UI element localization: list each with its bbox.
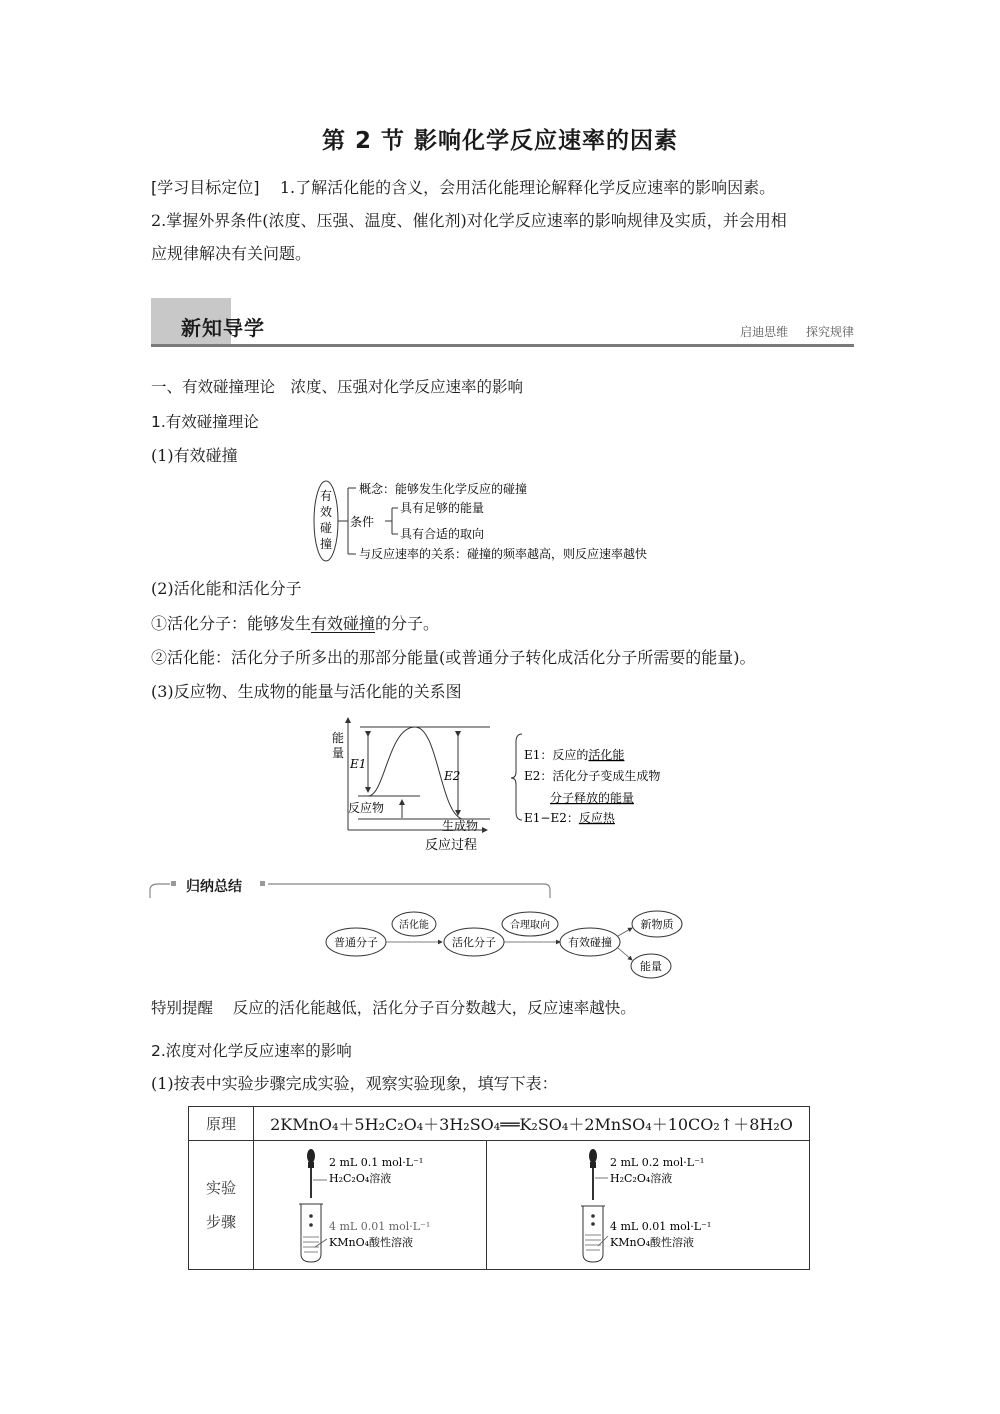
solution-lines	[303, 1237, 319, 1252]
flow-node: 活化分子	[452, 936, 496, 949]
objectives-line-1	[151, 178, 775, 198]
energy-diagram	[320, 712, 690, 857]
section-divider	[151, 344, 854, 347]
reagent-text: 4 mL 0.01 mol·L⁻¹	[329, 1220, 431, 1233]
note-answer: 活化能	[588, 748, 625, 762]
y-axis-label: 量	[332, 746, 345, 760]
experiment-right	[487, 1141, 810, 1270]
definition-text: 的分子。	[375, 614, 440, 633]
energy-note	[524, 747, 624, 762]
center-char: 有	[319, 489, 333, 503]
reagent-text: 2 mL 0.2 mol·L⁻¹	[610, 1156, 705, 1169]
table-cell-label: 原理	[189, 1107, 254, 1141]
heading-one: 一、有效碰撞理论 浓度、压强对化学反应速率的影响	[151, 378, 524, 396]
note-text: E1−E2：	[524, 811, 579, 825]
reminder-label: 特别提醒	[151, 999, 214, 1017]
definition-text: ①活化分子：能够发生	[151, 614, 312, 633]
table-row	[189, 1141, 810, 1270]
flow-node: 能量	[640, 960, 662, 973]
flow-label: 活化能	[399, 920, 429, 931]
droplet-icon	[591, 1222, 595, 1226]
flow-arrow	[618, 928, 632, 936]
condition-item: 具有合适的取向	[400, 527, 485, 541]
dropper-bulb-icon	[308, 1162, 314, 1168]
ribbon-square-icon	[171, 881, 176, 886]
section-title: 新知导学	[181, 316, 265, 340]
condition-label: 条件	[350, 515, 375, 529]
reactant-label: 反应物	[348, 801, 385, 815]
subheading-2-1: (1)按表中实验步骤完成实验，观察实验现象，填写下表：	[151, 1074, 558, 1093]
subheading-1-3: (3)反应物、生成物的能量与活化能的关系图	[151, 682, 462, 701]
energy-note: E2：活化分子变成生成物	[524, 769, 661, 783]
summary-flow-diagram	[320, 908, 690, 980]
dropper-tube-left	[255, 1142, 485, 1268]
condition-bracket	[385, 508, 398, 534]
page-title: 第 2 节 影响化学反应速率的因素	[321, 128, 679, 154]
label-line: 步骤	[205, 1213, 236, 1231]
note-text: E1：反应的	[524, 748, 589, 762]
ribbon-square-icon	[260, 881, 265, 886]
dropper-bulb-icon	[590, 1162, 596, 1168]
e1-label: E1	[350, 757, 367, 771]
reagent-text: 4 mL 0.01 mol·L⁻¹	[610, 1220, 712, 1233]
experiment-left	[254, 1141, 487, 1270]
reagent-text: H₂C₂O₄溶液	[329, 1172, 392, 1185]
reagent-text: KMnO₄酸性溶液	[610, 1236, 694, 1249]
flow-arrow	[618, 948, 632, 960]
x-axis-label: 反应过程	[425, 838, 478, 853]
table-row	[189, 1107, 810, 1141]
table-cell-label	[189, 1141, 254, 1270]
ribbon-right-line	[268, 884, 550, 898]
droplet-icon	[309, 1214, 313, 1218]
test-tube-icon	[301, 1204, 321, 1262]
section-tag: 探究规律	[805, 325, 854, 339]
product-label: 生成物	[442, 819, 479, 833]
section-tags	[726, 323, 854, 340]
energy-note: 分子释放的能量	[550, 791, 635, 805]
answer-blank: 有效碰撞	[311, 614, 376, 633]
activation-energy-definition: ②活化能：活化分子所多出的那部分能量(或普通分子转化成活化分子所需要的能量)。	[151, 648, 756, 667]
summary-title: 归纳总结	[186, 879, 242, 895]
subheading-1-1: (1)有效碰撞	[151, 446, 238, 465]
e2-label: E2	[444, 769, 461, 783]
note-answer: 反应热	[578, 811, 615, 825]
solution-lines	[585, 1235, 601, 1250]
flow-node: 新物质	[640, 918, 674, 931]
center-char: 碰	[319, 521, 333, 535]
droplet-icon	[591, 1214, 595, 1218]
notes-brace	[511, 734, 522, 820]
flow-node: 普通分子	[334, 936, 378, 949]
reminder-text: 反应的活化能越低，活化分子百分数越大，反应速率越快。	[232, 999, 636, 1017]
reagent-text: KMnO₄酸性溶液	[329, 1236, 413, 1249]
droplet-icon	[309, 1223, 313, 1227]
objective-2-line-2: 应规律解决有关问题。	[151, 244, 312, 263]
reagent-text: H₂C₂O₄溶液	[610, 1172, 673, 1185]
center-char: 撞	[319, 537, 333, 551]
label-line: 实验	[205, 1179, 236, 1197]
subheading-2: 2.浓度对化学反应速率的影响	[151, 1042, 352, 1060]
reagent-text: 2 mL 0.1 mol·L⁻¹	[329, 1156, 424, 1169]
objective-2-line-1: 2.掌握外界条件(浓度、压强、温度、催化剂)对化学反应速率的影响规律及实质，并会用相	[151, 211, 787, 230]
energy-note	[524, 810, 616, 825]
flow-label: 合理取向	[510, 920, 550, 931]
subheading-1: 1.有效碰撞理论	[151, 413, 259, 431]
dropper-bulb-icon	[589, 1149, 597, 1163]
special-reminder	[151, 998, 636, 1018]
dropper-bulb-icon	[307, 1149, 315, 1163]
collision-theory-diagram	[310, 476, 700, 568]
ribbon-left-line	[150, 884, 170, 898]
flow-node: 有效碰撞	[568, 936, 612, 949]
concept-text: 概念：能够发生化学反应的碰撞	[359, 482, 528, 496]
experiment-table	[188, 1106, 810, 1270]
reaction-equation: 2KMnO₄＋5H₂C₂O₄＋3H₂SO₄══K₂SO₄＋2MnSO₄＋10CO₂↑＋8H₂O	[254, 1107, 810, 1141]
dropper-tube-right	[488, 1142, 808, 1268]
condition-item: 具有足够的能量	[400, 501, 485, 515]
objective-1: 1.了解活化能的含义，会用活化能理论解释化学反应速率的影响因素。	[279, 178, 776, 197]
subheading-1-2: (2)活化能和活化分子	[151, 579, 302, 598]
y-axis-label: 能	[332, 731, 345, 745]
relation-text: 与反应速率的关系：碰撞的频率越高，则反应速率越快	[359, 547, 648, 561]
objectives-label: [学习目标定位]	[151, 178, 260, 197]
center-char: 效	[319, 505, 333, 519]
section-tag: 启迪思维	[740, 325, 789, 339]
activated-molecule-definition	[151, 614, 439, 634]
